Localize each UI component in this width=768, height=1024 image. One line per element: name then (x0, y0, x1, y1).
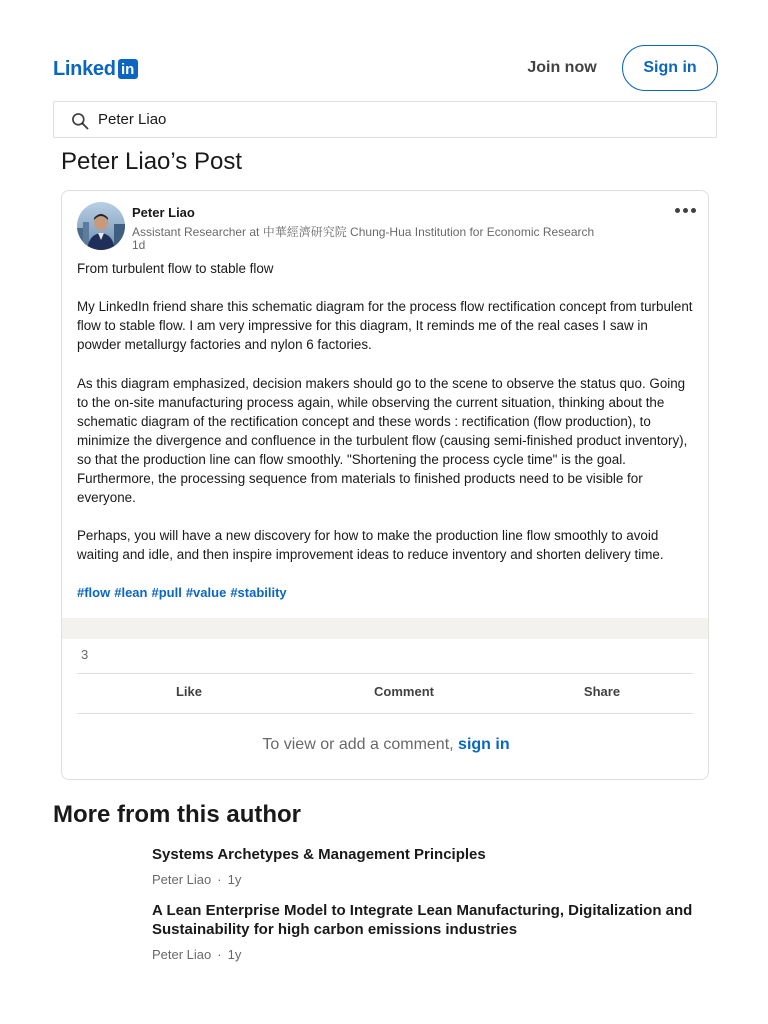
post-paragraph: Perhaps, you will have a new discovery for how to make the production line flow smoothly to avoid waiting and idle, and then inspire improvement ideas to reduce inventory and shorten delivery time. (77, 528, 664, 563)
post-paragraph: From turbulent flow to stable flow (77, 261, 274, 276)
share-button[interactable]: Share (583, 684, 621, 699)
reaction-count[interactable]: 3 (81, 647, 89, 662)
more-options-button[interactable] (672, 203, 698, 217)
comment-button[interactable]: Comment (374, 684, 434, 699)
join-now-button[interactable]: Join now (527, 59, 597, 76)
dot-icon (675, 208, 680, 213)
hashtag-link[interactable]: #flow (77, 585, 111, 600)
search-input[interactable] (98, 102, 698, 137)
comment-prompt-text: To view or add a comment, (262, 736, 454, 753)
post-paragraph: My LinkedIn friend share this schematic diagram for the process flow rectification concept from turbulent flow to stable flow. I am very impressive for this diagram, It reminds me of the real cases I saw in powder metallurgy factories and nylon 6 factories. (77, 299, 693, 353)
hashtag-link[interactable]: #pull (151, 585, 182, 600)
post-card (61, 190, 709, 780)
linkedin-logo[interactable] (53, 58, 138, 80)
author-headline: Assistant Researcher at 中華經濟研究院 Chung-Hua Institution for Economic Research (132, 225, 595, 239)
article-title[interactable]: Systems Archetypes & Management Principles (152, 846, 486, 863)
avatar-photo (77, 202, 125, 250)
hashtag-list (77, 585, 287, 600)
article-age: 1y (227, 947, 242, 962)
article-title[interactable]: A Lean Enterprise Model to Integrate Lean Manufacturing, Digitalization and Sustainability for high carbon emissions industries (152, 902, 693, 938)
separator-dot: · (217, 872, 222, 887)
article-meta (152, 872, 712, 887)
media-placeholder (62, 618, 709, 639)
search-icon (70, 111, 90, 131)
hashtag-link[interactable]: #stability (230, 585, 287, 600)
search-bar[interactable] (53, 101, 717, 138)
hashtag-link[interactable]: #lean (114, 585, 148, 600)
comment-prompt (62, 736, 709, 754)
separator-dot: · (217, 947, 222, 962)
logo-text: Linked (53, 57, 116, 80)
article-author: Peter Liao (152, 872, 212, 887)
article-author: Peter Liao (152, 947, 212, 962)
post-paragraph: As this diagram emphasized, decision makers should go to the scene to observe the status quo. Going to the on-site manufacturing process again, while observing the current situation, thinking about the schematic diagram of the rectification concept and these words : rectification (flow production), to minimize the divergence and confluence in the turbulent flow (causing semi-finished product inventory), so that the production line can flow smoothly. "Shortening the process cycle time" is the goal. Furthermore, the processing sequence from materials to finished products need to be visible for everyone. (77, 375, 688, 506)
article-card[interactable] (152, 845, 712, 887)
article-age: 1y (227, 872, 242, 887)
logo-in-box: in (118, 59, 138, 79)
post-timestamp: 1d (132, 238, 146, 252)
like-button[interactable]: Like (175, 684, 202, 699)
hashtag-link[interactable]: #value (185, 585, 227, 600)
divider (77, 713, 693, 714)
author-name[interactable]: Peter Liao (132, 205, 195, 220)
article-meta (152, 947, 712, 962)
dot-icon (683, 208, 688, 213)
sign-in-button[interactable]: Sign in (622, 45, 718, 91)
article-card[interactable] (152, 901, 712, 962)
post-text (77, 259, 695, 584)
more-from-author-heading: More from this author (53, 801, 302, 828)
page-title: Peter Liao’s Post (61, 148, 242, 175)
avatar[interactable] (77, 202, 125, 250)
comment-sign-in-link[interactable]: sign in (458, 736, 510, 753)
dot-icon (691, 208, 696, 213)
